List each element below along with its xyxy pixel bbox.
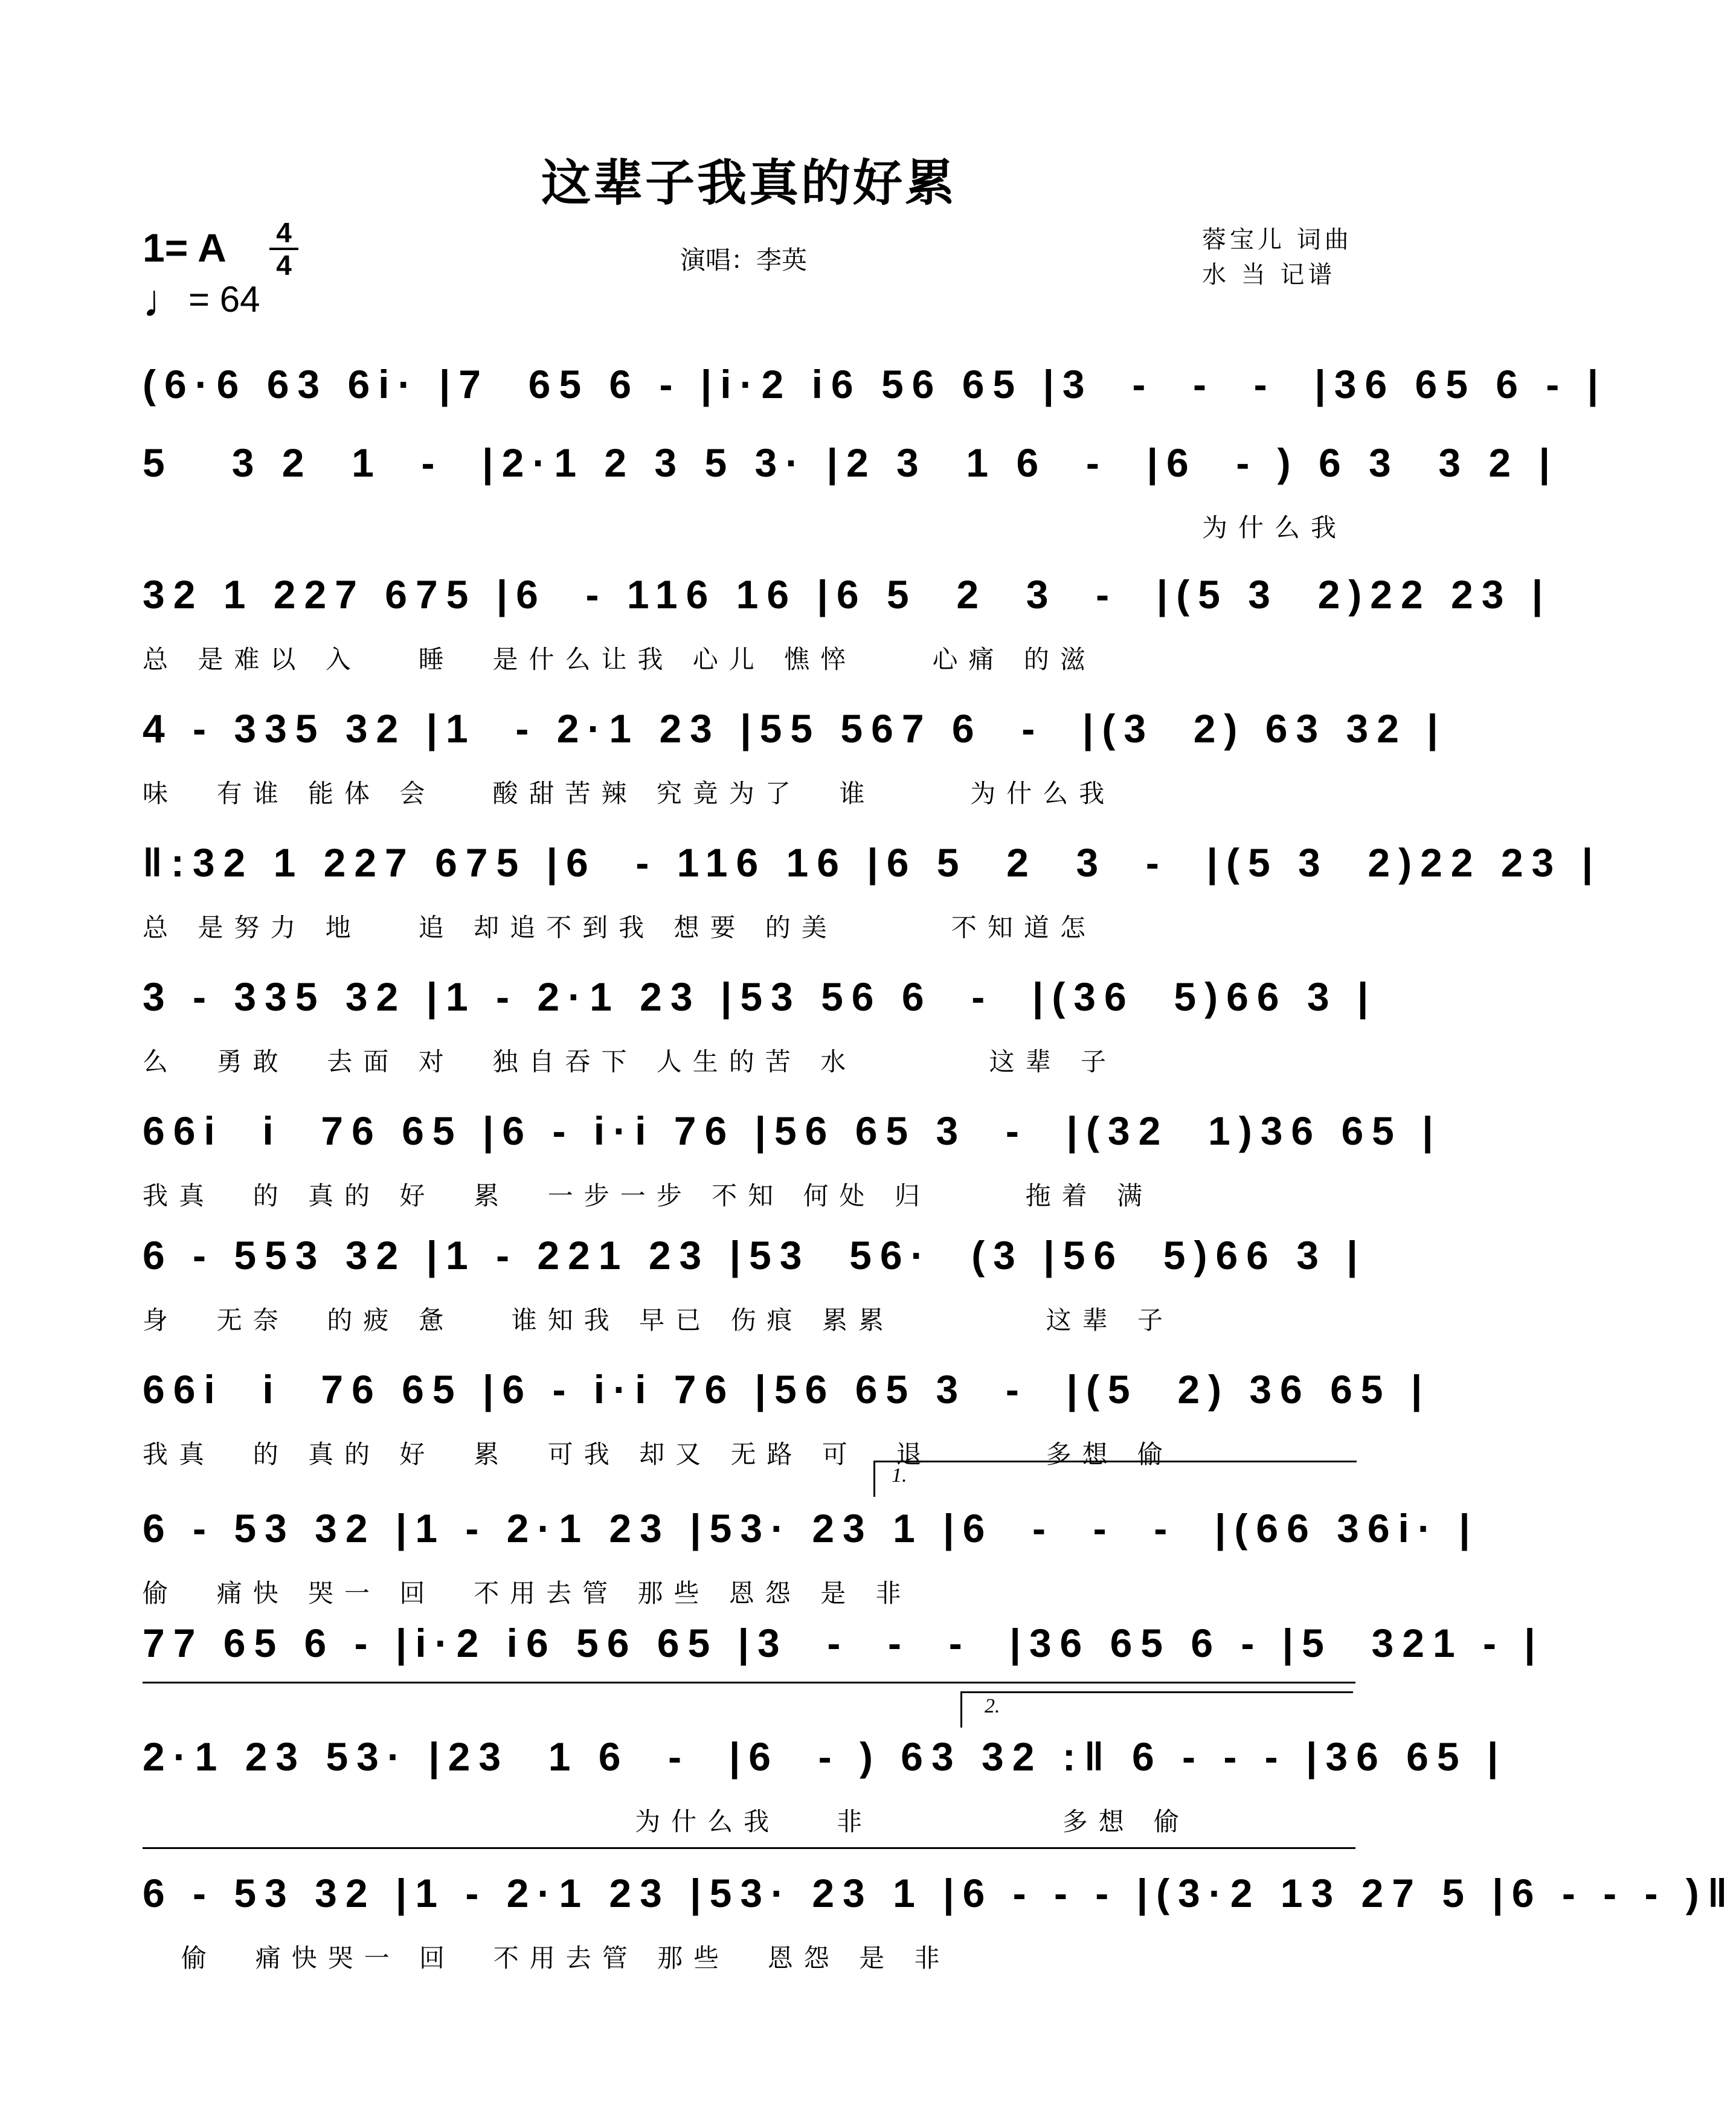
volta-line-first bbox=[873, 1461, 1357, 1462]
singer-credit: 演唱：李英 bbox=[680, 245, 808, 275]
repeat-extension-line bbox=[143, 1682, 1355, 1683]
lyric-line: 我真 的 真的 好 累 可我 却又 无路 可 退 多想 偷 bbox=[143, 1439, 1174, 1469]
lyric-line: 总 是努力 地 追 却追不到我 想要 的美 不知道怎 bbox=[143, 913, 1096, 942]
lyric-line: 偷 痛快 哭一 回 不用去管 那些 恩怨 是 非 bbox=[143, 1578, 912, 1608]
lyric-line: 身 无奈 的疲 惫 谁知我 早已 伤痕 累累 这辈 子 bbox=[143, 1305, 1174, 1335]
volta-bracket-first bbox=[873, 1461, 875, 1497]
tempo-marking bbox=[143, 275, 260, 327]
notation-line: ‖:32 1 227 675 |6 - 116 16 |6 5 2 3 - |(5 3 2)22 23 | bbox=[143, 840, 1602, 885]
notation-line: 6 - 553 32 |1 - 221 23 |53 56· (3 |56 5)66 3 | bbox=[143, 1233, 1366, 1278]
notation-line: 66i i 76 65 |6 - i·i 76 |56 65 3 - |(5 2) 36 65 | bbox=[143, 1367, 1431, 1412]
notation-line: 2·1 23 53· |23 1 6 - |6 - ) 63 32 :‖ 6 - - - |36 65 | bbox=[143, 1734, 1507, 1779]
quarter-note-icon: ♩ bbox=[143, 275, 188, 327]
volta-bracket-second bbox=[960, 1691, 962, 1728]
time-signature-bottom: 4 bbox=[276, 249, 292, 281]
notation-line: 32 1 227 675 |6 - 116 16 |6 5 2 3 - |(5 3 2)22 23 | bbox=[143, 572, 1552, 617]
key-signature: 1= A bbox=[143, 225, 227, 270]
transcriber-credit: 水 当 记谱 bbox=[1202, 261, 1336, 289]
lyric-line: 偷 痛快哭一 回 不用去管 那些 恩怨 是 非 bbox=[181, 1943, 951, 1973]
notation-line: 6 - 53 32 |1 - 2·1 23 |53· 23 1 |6 - - - |(66 36i· | bbox=[143, 1506, 1479, 1551]
notation-line: 66i i 76 65 |6 - i·i 76 |56 65 3 - |(32 1)36 65 | bbox=[143, 1108, 1442, 1153]
staff-divider-line bbox=[143, 1847, 1355, 1849]
notation-line: (6·6 63 6i· |7 65 6 - |i·2 i6 56 65 |3 - - - |36 65 6 - | bbox=[143, 362, 1607, 407]
notation-line: 77 65 6 - |i·2 i6 56 65 |3 - - - |36 65 6 - |5 321 - | bbox=[143, 1621, 1544, 1665]
lyric-line: 我真 的 真的 好 累 一步一步 不知 何处 归 拖着 满 bbox=[143, 1181, 1153, 1211]
song-title: 这辈子我真的好累 bbox=[541, 155, 957, 212]
lyric-line: 为什么我 bbox=[1202, 513, 1348, 542]
notation-line: 5 3 2 1 - |2·1 2 3 5 3· |2 3 1 6 - |6 - ) 6 3 3 2 | bbox=[143, 440, 1558, 485]
lyric-line: 总 是难以 入 睡 是什么让我 心儿 憔悴 心痛 的滋 bbox=[143, 645, 1096, 674]
time-signature-top: 4 bbox=[276, 217, 292, 248]
notation-line: 6 - 53 32 |1 - 2·1 23 |53· 23 1 |6 - - - |(3·2 13 27 5 |6 - - - )‖ bbox=[143, 1871, 1736, 1915]
lyric-line: 么 勇敢 去面 对 独自吞下 人生的苦 水 这辈 子 bbox=[143, 1047, 1117, 1076]
volta-first-label: 1. bbox=[892, 1464, 907, 1487]
notation-line: 4 - 335 32 |1 - 2·1 23 |55 567 6 - |(3 2) 63 32 | bbox=[143, 706, 1447, 751]
lyric-line: 味 有谁 能体 会 酸甜苦辣 究竟为了 谁 为什么我 bbox=[143, 779, 1116, 808]
tempo-value: = 64 bbox=[188, 279, 260, 320]
lyric-line: 为什么我 非 多想 偷 bbox=[143, 1807, 1191, 1836]
volta-second-label: 2. bbox=[985, 1695, 1000, 1717]
volta-line-second bbox=[960, 1691, 1353, 1693]
lyricist-credit: 蓉宝儿 词曲 bbox=[1202, 226, 1352, 254]
credits bbox=[1202, 222, 1352, 292]
time-signature bbox=[269, 219, 298, 279]
notation-line: 3 - 335 32 |1 - 2·1 23 |53 56 6 - |(36 5)66 3 | bbox=[143, 974, 1377, 1019]
